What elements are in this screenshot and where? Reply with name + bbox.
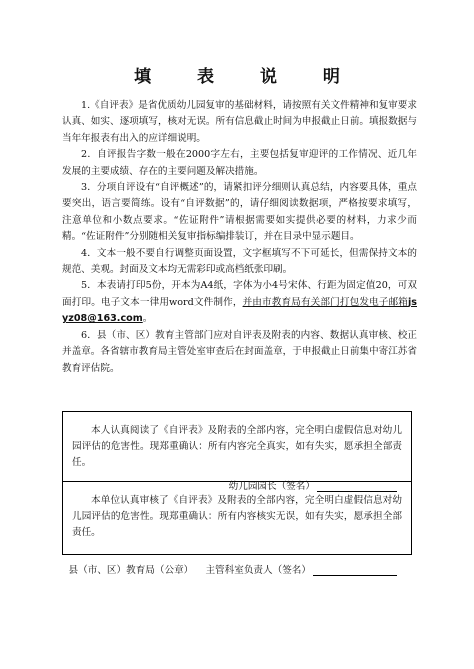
- submission-note: 并由市教育局有关部门打包发电子邮箱: [242, 296, 408, 308]
- email-link[interactable]: jsyz08@163.com: [62, 296, 417, 325]
- instruction-item-5-text: 5．本表请打印5份，开本为A4纸，字体为小4号宋体、行距为固定值20，可双面打印。电子文本一律用word文件制作，: [62, 280, 417, 308]
- bureau-declaration-text: 本单位认真审核了《自评表》及附表的全部内容，完全明白虚假信息对幼儿园评估的危害性。现郑重确认：所有内容核实无误，如有失实，愿承担全部责任。: [72, 495, 402, 538]
- bureau-signature-row: [69, 562, 397, 576]
- instructions-section: [62, 98, 417, 377]
- instruction-item-6: 6．县（市、区）教育主管部门应对自评表及附表的内容、数据认真审核、校正并盖章。各省辖市教育局主管处室审查后在封面盖章，于申报截止日前集中寄江苏省教育评估院。: [62, 329, 417, 374]
- page-title: 填 表 说 明: [134, 67, 360, 87]
- bureau-declaration-box: [62, 482, 412, 576]
- instruction-item-4: 4．文本一般不要自行调整页面设置，文字框填写不下可延长，但需保持文本的规范、美观。封面及文本均无需彩印或高档纸张印刷。: [62, 247, 417, 276]
- instruction-item-2: 2．自评报告字数一般在2000字左右，主要包括复审迎评的工作情况、近几年发展的主要成绩、存在的主要问题及解决措施。: [62, 149, 417, 177]
- bureau-signature-line[interactable]: [313, 564, 397, 576]
- principal-declaration-box: [62, 411, 412, 492]
- principal-declaration-text: 本人认真阅读了《自评表》及附表的全部内容，完全明白虚假信息对幼儿园评估的危害性。现郑重确认：所有内容完全真实，如有失实，愿承担全部责任。: [72, 425, 402, 468]
- instruction-item-5-end: 。: [142, 313, 153, 325]
- instruction-item-5: [62, 278, 417, 327]
- instruction-item-1: 1.《自评表》是省优质幼儿园复审的基础材料，请按照有关文件精神和复审要求认真、如实、逐项填写，核对无误。所有信息截止时间为申报截止日前。填报数据与当年年报表有出入的应详细说明。: [62, 100, 417, 144]
- bureau-signature-label: 县（市、区）教育局（公章） 主管科室负责人（签名）: [68, 565, 311, 576]
- instruction-item-3: 3．分项自评设有“自评概述”的，请紧扣评分细则认真总结，内容要具体，重点要突出，语言要简练。设有“自评数据”的，请仔细阅读数据项，严格按要求填写，注意单位和小数点要求。“佐证附件”请根据需要如实提供必要的材料，力求少而精。“佐证附件”分别随相关复审指标编排装订，并在目录中显示题目。: [62, 182, 417, 243]
- principal-signature-label: 幼儿园园长（签名）: [228, 481, 315, 492]
